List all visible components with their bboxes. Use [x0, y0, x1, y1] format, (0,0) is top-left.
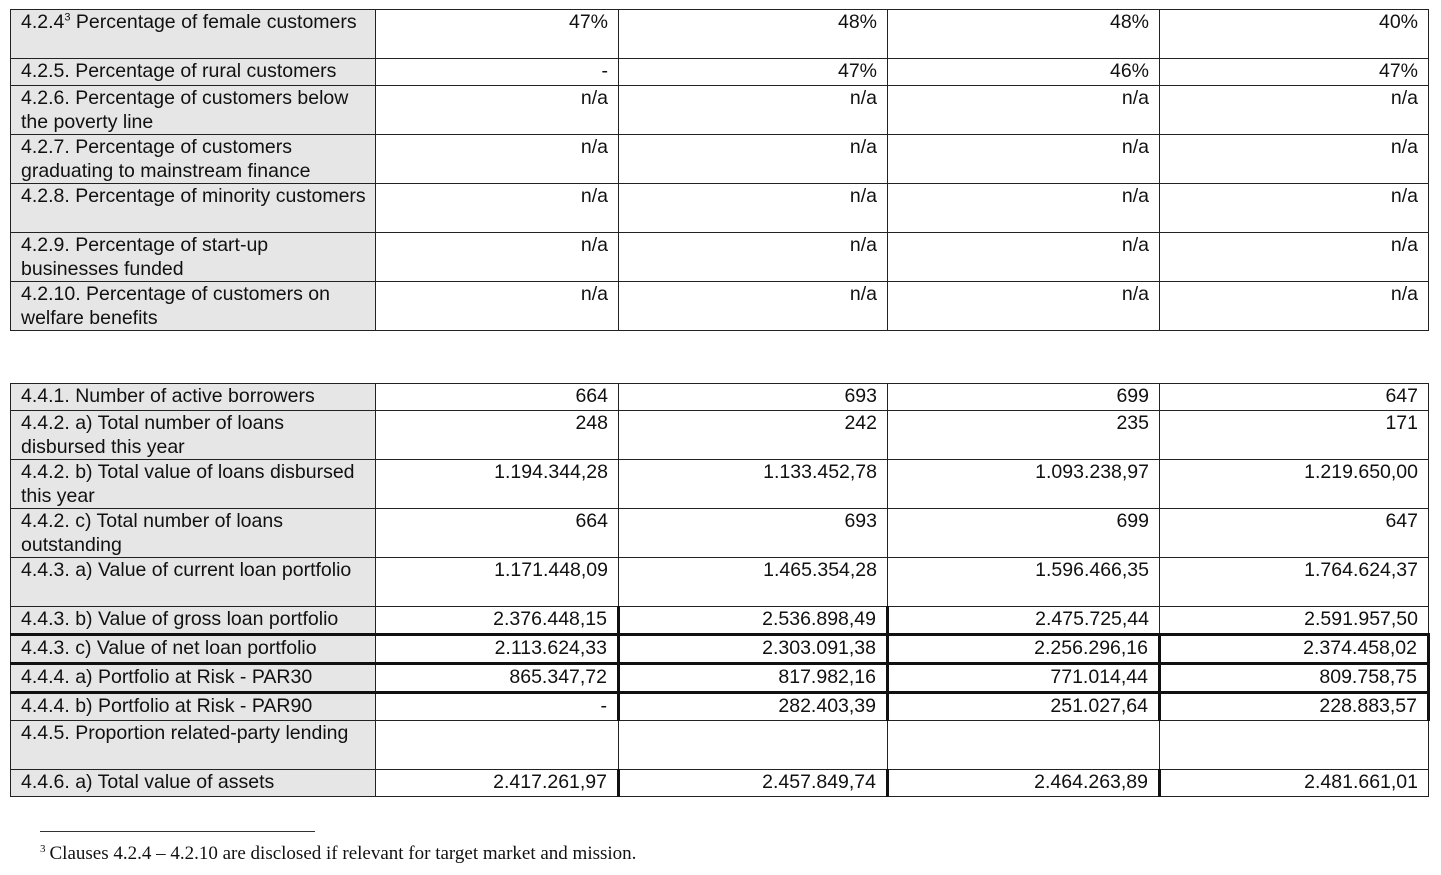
table-cell: 251.027,64 — [888, 693, 1160, 721]
table-row — [11, 460, 1429, 509]
table-cell: n/a — [888, 282, 1160, 331]
table-cell: n/a — [1160, 233, 1429, 282]
table-cell: n/a — [1160, 282, 1429, 331]
table-cell: 647 — [1160, 384, 1429, 411]
loan-portfolio-table — [10, 383, 1430, 797]
table-cell: 2.536.898,49 — [619, 607, 888, 635]
table-cell — [619, 721, 888, 770]
row-label: 4.4.3. a) Value of current loan portfolio — [11, 558, 376, 607]
table-cell — [376, 721, 619, 770]
table-cell: 46% — [888, 59, 1160, 86]
table-cell: 47% — [376, 10, 619, 59]
table-cell: 47% — [619, 59, 888, 86]
table-cell: 2.374.458,02 — [1160, 635, 1429, 664]
table-cell: 228.883,57 — [1160, 693, 1429, 721]
table-cell: 2.256.296,16 — [888, 635, 1160, 664]
table-row — [11, 721, 1429, 770]
table-cell: n/a — [1160, 135, 1429, 184]
table-cell: 1.194.344,28 — [376, 460, 619, 509]
table-cell: 771.014,44 — [888, 664, 1160, 693]
table-cell: 242 — [619, 411, 888, 460]
table-cell: 699 — [888, 384, 1160, 411]
row-label: 4.4.2. a) Total number of loans disbursed this year — [11, 411, 376, 460]
row-label: 4.4.5. Proportion related-party lending — [11, 721, 376, 770]
table-cell: n/a — [376, 135, 619, 184]
row-label-number: 4.2.4 — [21, 11, 65, 33]
table-row — [11, 184, 1429, 233]
row-label: 4.2.8. Percentage of minority customers — [11, 184, 376, 233]
table-row — [11, 59, 1429, 86]
table-cell: n/a — [619, 184, 888, 233]
row-label: 4.4.2. c) Total number of loans outstanding — [11, 509, 376, 558]
table-cell: - — [376, 59, 619, 86]
table-cell: 171 — [1160, 411, 1429, 460]
table-row — [11, 135, 1429, 184]
row-label: 4.2.7. Percentage of customers graduating to mainstream finance — [11, 135, 376, 184]
table-cell: n/a — [619, 282, 888, 331]
table-cell: n/a — [1160, 86, 1429, 135]
table-row — [11, 607, 1429, 635]
table-cell: 48% — [619, 10, 888, 59]
table-cell: 1.093.238,97 — [888, 460, 1160, 509]
table-row — [11, 558, 1429, 607]
table-cell: 1.219.650,00 — [1160, 460, 1429, 509]
table-cell: 693 — [619, 509, 888, 558]
table-cell: n/a — [619, 233, 888, 282]
table-cell: 2.303.091,38 — [619, 635, 888, 664]
table-row — [11, 384, 1429, 411]
table-cell: n/a — [888, 86, 1160, 135]
table-cell: n/a — [1160, 184, 1429, 233]
table-row — [11, 664, 1429, 693]
table-cell: n/a — [376, 184, 619, 233]
table-cell: 699 — [888, 509, 1160, 558]
footnote-divider — [40, 831, 315, 832]
table-cell: n/a — [619, 135, 888, 184]
table-cell: 1.596.466,35 — [888, 558, 1160, 607]
table-row — [11, 770, 1429, 797]
row-label: 4.2.10. Percentage of customers on welfare benefits — [11, 282, 376, 331]
row-label: 4.4.3. b) Value of gross loan portfolio — [11, 607, 376, 635]
table-cell: n/a — [888, 135, 1160, 184]
row-label: 4.2.6. Percentage of customers below the poverty line — [11, 86, 376, 135]
table-cell: - — [376, 693, 619, 721]
footnote-text: Clauses 4.2.4 – 4.2.10 are disclosed if relevant for target market and mission. — [49, 843, 637, 864]
table-cell: 282.403,39 — [619, 693, 888, 721]
table-cell: n/a — [376, 282, 619, 331]
row-label-text: Percentage of female customers — [70, 11, 357, 33]
table-row — [11, 282, 1429, 331]
table-cell: 2.417.261,97 — [376, 770, 619, 797]
table-cell: 47% — [1160, 59, 1429, 86]
row-label: 4.4.4. b) Portfolio at Risk - PAR90 — [11, 693, 376, 721]
table-cell: 235 — [888, 411, 1160, 460]
row-label: 4.2.9. Percentage of start-up businesses funded — [11, 233, 376, 282]
table-cell: 1.171.448,09 — [376, 558, 619, 607]
row-label: 4.4.1. Number of active borrowers — [11, 384, 376, 411]
table-cell: 865.347,72 — [376, 664, 619, 693]
table-cell: 693 — [619, 384, 888, 411]
table-cell: 2.481.661,01 — [1160, 770, 1429, 797]
footnote-ref: 3 — [64, 11, 71, 24]
table-cell: 2.591.957,50 — [1160, 607, 1429, 635]
table-cell: 1.764.624,37 — [1160, 558, 1429, 607]
customer-profile-table — [10, 9, 1429, 331]
table-cell: 1.465.354,28 — [619, 558, 888, 607]
table-cell: 664 — [376, 384, 619, 411]
table-cell: n/a — [888, 184, 1160, 233]
table-cell: 647 — [1160, 509, 1429, 558]
table-cell: 809.758,75 — [1160, 664, 1429, 693]
table-cell: 48% — [888, 10, 1160, 59]
table-cell: 2.457.849,74 — [619, 770, 888, 797]
table-row — [11, 509, 1429, 558]
row-label: 4.2.5. Percentage of rural customers — [11, 59, 376, 86]
table-cell: n/a — [376, 233, 619, 282]
row-label: 4.4.3. c) Value of net loan portfolio — [11, 635, 376, 664]
table-cell: 248 — [376, 411, 619, 460]
row-label: 4.4.2. b) Total value of loans disbursed this year — [11, 460, 376, 509]
table-row — [11, 411, 1429, 460]
table-cell: 1.133.452,78 — [619, 460, 888, 509]
table-row — [11, 86, 1429, 135]
table-row — [11, 693, 1429, 721]
table-cell: 817.982,16 — [619, 664, 888, 693]
table-cell: n/a — [888, 233, 1160, 282]
footnote-number: 3 — [40, 842, 46, 855]
row-label: 4.4.4. a) Portfolio at Risk - PAR30 — [11, 664, 376, 693]
table-row — [11, 10, 1429, 59]
footnote — [40, 843, 636, 865]
table-cell: 664 — [376, 509, 619, 558]
table-cell — [888, 721, 1160, 770]
row-label: 4.4.6. a) Total value of assets — [11, 770, 376, 797]
table-row — [11, 635, 1429, 664]
table-cell: 2.464.263,89 — [888, 770, 1160, 797]
table-cell: n/a — [376, 86, 619, 135]
table-row — [11, 233, 1429, 282]
row-label — [11, 10, 376, 59]
table-cell: n/a — [619, 86, 888, 135]
table-cell — [1160, 721, 1429, 770]
table-cell: 40% — [1160, 10, 1429, 59]
table-cell: 2.376.448,15 — [376, 607, 619, 635]
table-cell: 2.475.725,44 — [888, 607, 1160, 635]
table-cell: 2.113.624,33 — [376, 635, 619, 664]
